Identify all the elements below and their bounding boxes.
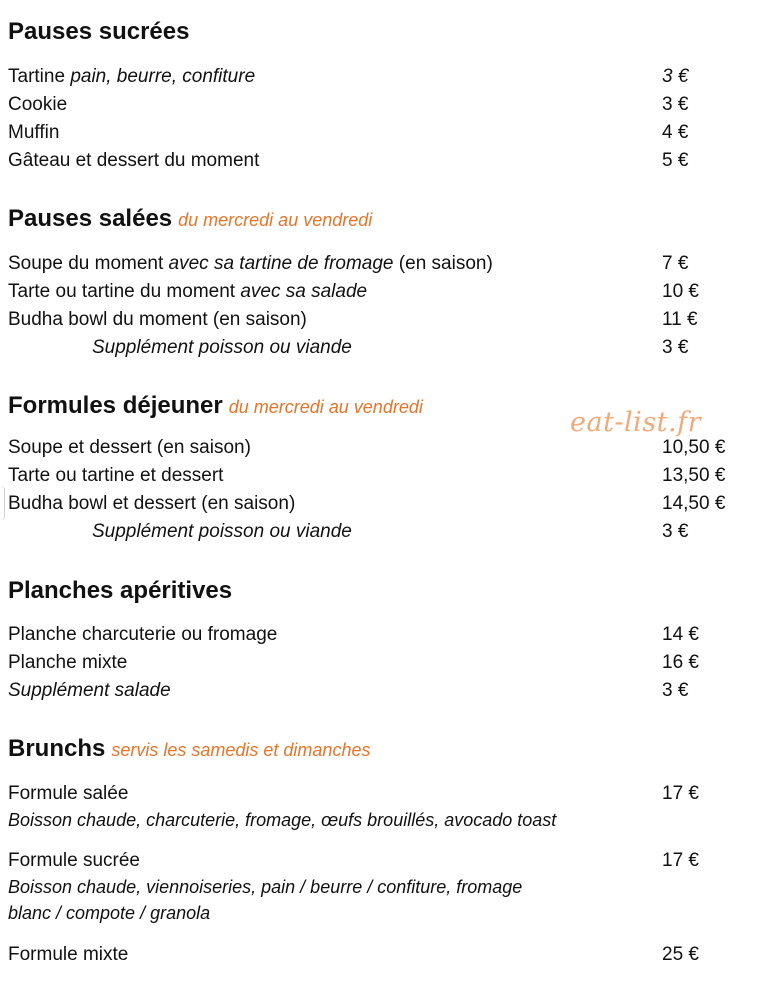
menu-item-price: 14 €: [662, 624, 699, 645]
menu-item-price: 17 €: [662, 850, 699, 871]
menu-item: Budha bowl du moment (en saison): [8, 309, 307, 330]
section-subtitle: servis les samedis et dimanches: [111, 740, 371, 760]
menu-item: Soupe du moment avec sa tartine de fromage (en saison): [8, 253, 493, 274]
menu-item-price: 4 €: [662, 122, 689, 143]
page-edge-divider: [0, 486, 5, 520]
menu-item-price: 7 €: [662, 253, 689, 274]
section-title-pauses-sucrees: Pauses sucrées: [8, 18, 190, 45]
menu-item: Cookie: [8, 94, 68, 115]
menu-item-supplement: Supplément poisson ou viande: [92, 521, 352, 542]
menu-item-description: Boisson chaude, charcuterie, fromage, œufs brouillés, avocado toast: [8, 810, 557, 830]
menu-item-price: 25 €: [662, 944, 699, 965]
menu-item-description: blanc / compote / granola: [8, 903, 211, 923]
section-title-brunchs: Brunchs servis les samedis et dimanches: [8, 735, 371, 762]
menu-item-price: 3 €: [662, 521, 689, 542]
watermark: eat-list.fr: [570, 407, 702, 438]
menu-item: Muffin: [8, 122, 60, 143]
menu-item-price: 10,50 €: [662, 437, 726, 458]
menu-item-price: 13,50 €: [662, 465, 726, 486]
menu-item: Planche charcuterie ou fromage: [8, 624, 278, 645]
section-title-planches-aperitives: Planches apéritives: [8, 577, 233, 604]
menu-item-price: 14,50 €: [662, 493, 726, 514]
menu-item: Planche mixte: [8, 652, 128, 673]
menu-item-description: Boisson chaude, viennoiseries, pain / beurre / confiture, fromage: [8, 877, 523, 897]
menu-item: Formule sucrée: [8, 850, 140, 871]
section-subtitle: du mercredi au vendredi: [178, 210, 373, 230]
menu-item: Formule salée: [8, 783, 129, 804]
menu-item-price: 3 €: [662, 337, 689, 358]
menu-item-supplement: Supplément salade: [8, 680, 171, 701]
section-title-pauses-salees: Pauses salées du mercredi au vendredi: [8, 205, 373, 232]
menu-item: Budha bowl et dessert (en saison): [8, 493, 296, 514]
menu-item: Formule mixte: [8, 944, 129, 965]
menu-item-price: 11 €: [662, 309, 698, 330]
menu-item-price: 17 €: [662, 783, 699, 804]
section-subtitle: du mercredi au vendredi: [228, 397, 423, 417]
menu-item-price: 3 €: [662, 66, 689, 87]
menu-item-price: 5 €: [662, 150, 689, 171]
menu-item-price: 3 €: [662, 680, 689, 701]
section-title-formules-dejeuner: Formules déjeuner du mercredi au vendredi: [8, 392, 423, 419]
menu-item: Tarte ou tartine du moment avec sa salade: [8, 281, 368, 302]
menu-item: Tartine pain, beurre, confiture: [8, 66, 256, 87]
menu-item: Tarte ou tartine et dessert: [8, 465, 224, 486]
menu-item-price: 3 €: [662, 94, 689, 115]
menu-item: Gâteau et dessert du moment: [8, 150, 260, 171]
menu-item-supplement: Supplément poisson ou viande: [92, 337, 352, 358]
menu-item: Soupe et dessert (en saison): [8, 437, 251, 458]
menu-item-price: 10 €: [662, 281, 699, 302]
menu-item-price: 16 €: [662, 652, 699, 673]
